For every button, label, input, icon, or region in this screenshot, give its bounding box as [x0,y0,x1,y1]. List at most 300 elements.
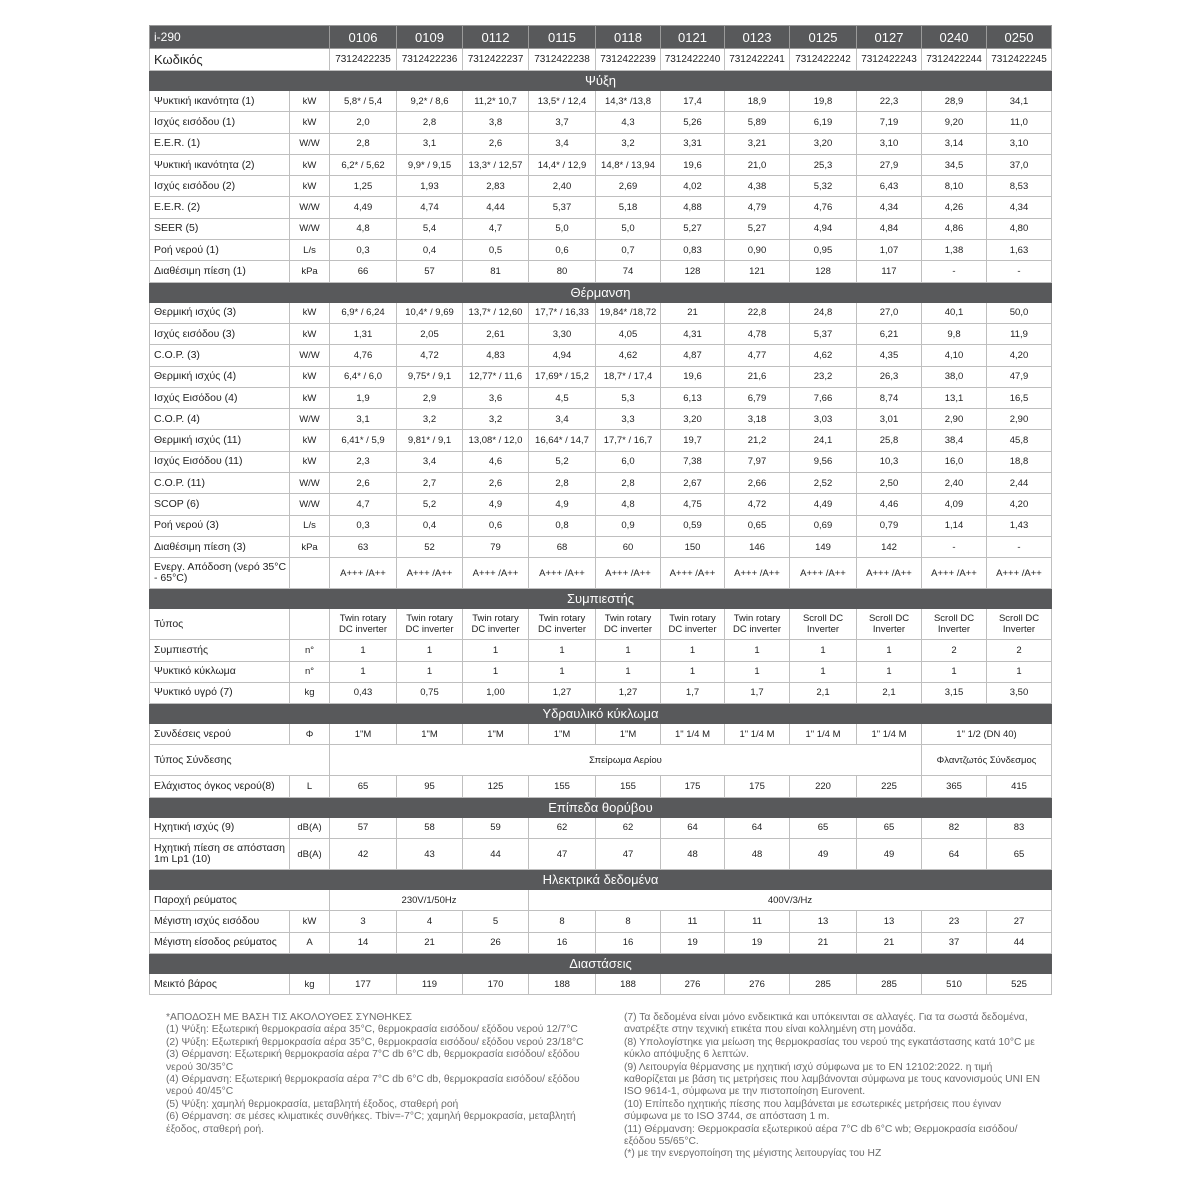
spec-value: 1"M [330,724,397,745]
spec-label: Ψυκτική ικανότητα (1) [150,91,290,112]
spec-value: 2,8 [397,112,463,133]
spec-value: 14,8* / 13,94 [596,154,661,175]
spec-value: 25,8 [857,430,922,451]
spec-value: 14 [330,932,397,953]
spec-value: 4,20 [987,494,1052,515]
spec-value: 525 [987,973,1052,994]
spec-value: 5 [463,911,529,932]
section-title: Συμπιεστής [150,589,1052,609]
spec-row [150,176,1052,197]
spec-value: 62 [596,817,661,838]
spec-label: Ισχύς Εισόδου (11) [150,451,290,472]
spec-value: 11,9 [987,323,1052,344]
spec-value: 81 [463,261,529,282]
spec-row [150,558,1052,589]
footnote: (9) Λειτουργία θέρμανσης με ηχητική ισχύ σύμφωνα με το EN 12102:2022. η τιμή καθορίζεται με βάση τις μετρήσεις που λαμβάνονται σύμφωνα με τους κανονισμούς UNI EN ISO 9614-1, σύμφωνα με την πιστοποίηση Eurovent. [624,1061,1041,1098]
spec-value: 415 [987,776,1052,797]
spec-unit: W/W [290,345,330,366]
spec-value: 2,8 [330,133,397,154]
spec-value: 1 [987,661,1052,682]
spec-value: 48 [661,839,725,870]
spec-value: 170 [463,973,529,994]
spec-label: Ισχύς Εισόδου (4) [150,387,290,408]
spec-row [150,387,1052,408]
spec-value: 4,76 [790,197,857,218]
spec-value: 4,35 [857,345,922,366]
spec-value: 128 [661,261,725,282]
model-number: 0115 [529,26,596,49]
spec-value: 0,4 [397,240,463,261]
spec-value: 1,25 [330,176,397,197]
spec-value: 65 [330,776,397,797]
spec-value: 4,02 [661,176,725,197]
footnote: (4) Θέρμανση: Εξωτερική θερμοκρασία αέρα 7°C db 6°C db, θερμοκρασία εισόδου/ εξόδου νερού 40/45°C [166,1074,580,1098]
spec-value: 0,69 [790,515,857,536]
spec-value: 3,4 [397,451,463,472]
spec-value: 4,49 [330,197,397,218]
spec-value: 1,43 [987,515,1052,536]
spec-value: 27 [987,911,1052,932]
product-code: 7312422237 [463,49,529,71]
spec-value: Scroll DC Inverter [857,609,922,640]
spec-value: 4,5 [529,387,596,408]
section-header [150,704,1052,724]
spec-value: 1"M [529,724,596,745]
spec-value: 2,40 [922,473,987,494]
spec-value: 4,62 [790,345,857,366]
spec-value: 13,3* / 12,57 [463,154,529,175]
spec-value: 2 [987,640,1052,661]
spec-unit: W/W [290,133,330,154]
spec-value: 8 [596,911,661,932]
spec-value: 188 [529,973,596,994]
spec-value: 2,90 [922,409,987,430]
spec-value: 0,7 [596,240,661,261]
spec-value: 128 [790,261,857,282]
spec-value: 65 [857,817,922,838]
spec-value: 3,2 [397,409,463,430]
spec-value: 19,8 [790,91,857,112]
spec-value: 27,9 [857,154,922,175]
model-number: 0240 [922,26,987,49]
spec-value: 2,6 [463,133,529,154]
spec-value: 1 [922,661,987,682]
spec-value: 5,3 [596,387,661,408]
spec-label: Θερμική ισχύς (4) [150,366,290,387]
footnote: (7) Τα δεδομένα είναι μόνο ενδεικτικά και υπόκεινται σε αλλαγές. Για τα σωστά δεδομένα, ανατρέξτε στην τεχνική ετικέτα που είναι κολλημένη στη μονάδα. [624,1012,1028,1036]
spec-value: 4,3 [596,112,661,133]
spec-value: 1 [397,661,463,682]
spec-value: 11,0 [987,112,1052,133]
spec-value: 4,72 [725,494,790,515]
spec-row [150,112,1052,133]
spec-value: 17,7* / 16,7 [596,430,661,451]
spec-value: 44 [987,932,1052,953]
spec-value: 175 [661,776,725,797]
spec-value: 276 [661,973,725,994]
section-title: Υδραυλικό κύκλωμα [150,704,1052,724]
spec-value: 1 [661,661,725,682]
spec-value: A+++ /A++ [529,558,596,589]
spec-row [150,154,1052,175]
spec-value: 0,5 [463,240,529,261]
spec-value: 83 [987,817,1052,838]
spec-value: 1" 1/2 (DN 40) [922,724,1052,745]
spec-row [150,430,1052,451]
product-code: 7312422244 [922,49,987,71]
spec-value: 4,8 [330,218,397,239]
spec-value: A+++ /A++ [922,558,987,589]
spec-value: 1 [725,661,790,682]
spec-value: 3,01 [857,409,922,430]
spec-value: 62 [529,817,596,838]
product-code: 7312422236 [397,49,463,71]
spec-value: A+++ /A++ [330,558,397,589]
spec-value: 1 [463,640,529,661]
spec-value: A+++ /A++ [987,558,1052,589]
notes-right [624,1012,1044,1161]
spec-label: Ισχύς εισόδου (3) [150,323,290,344]
spec-value: 188 [596,973,661,994]
code-row [150,49,1052,71]
spec-value: 3,1 [330,409,397,430]
spec-value: 24,1 [790,430,857,451]
spec-value: 4,6 [463,451,529,472]
spec-value: 0,43 [330,682,397,703]
spec-value: 4,9 [529,494,596,515]
spec-value: Twin rotary DC inverter [463,609,529,640]
spec-value: Twin rotary DC inverter [330,609,397,640]
spec-value: 80 [529,261,596,282]
spec-value: 16,64* / 14,7 [529,430,596,451]
section-header [150,797,1052,817]
model-number: 0112 [463,26,529,49]
spec-value: 4,34 [987,197,1052,218]
spec-label: Διαθέσιμη πίεση (1) [150,261,290,282]
spec-value: 0,3 [330,240,397,261]
spec-label: Ισχύς εισόδου (1) [150,112,290,133]
spec-value: 57 [397,261,463,282]
footnote: (8) Υπολογίστηκε για μείωση της θερμοκρασίας του νερού της εγκατάστασης κατά 10°C με κύκλο απόψυξης 6 λεπτών. [624,1036,1035,1061]
spec-value: 19,6 [661,366,725,387]
spec-value: 19 [725,932,790,953]
spec-value: - [987,536,1052,557]
spec-unit: kPa [290,261,330,282]
spec-value: 4,8 [596,494,661,515]
spec-label: Θερμική ισχύς (11) [150,430,290,451]
spec-value: 37,0 [987,154,1052,175]
spec-value: 45,8 [987,430,1052,451]
spec-value: 1" 1/4 M [661,724,725,745]
spec-value: 6,4* / 6,0 [330,366,397,387]
spec-value: 1" 1/4 M [857,724,922,745]
spec-value: 4,88 [661,197,725,218]
spec-value: 4,74 [397,197,463,218]
spec-value: 43 [397,839,463,870]
spec-value: 365 [922,776,987,797]
spec-value: 1,7 [725,682,790,703]
spec-value: 6,0 [596,451,661,472]
spec-label: E.E.R. (2) [150,197,290,218]
spec-value: 9,56 [790,451,857,472]
spec-value: Scroll DC Inverter [922,609,987,640]
spec-value: 119 [397,973,463,994]
spec-row [150,839,1052,870]
spec-value: 0,65 [725,515,790,536]
spec-unit: L/s [290,240,330,261]
model-number: 0127 [857,26,922,49]
product-code: 7312422239 [596,49,661,71]
spec-value: 13 [857,911,922,932]
spec-value: 2,66 [725,473,790,494]
spec-value: 5,37 [529,197,596,218]
spec-value: 1"M [463,724,529,745]
spec-value: 4,77 [725,345,790,366]
spec-value: 2,40 [529,176,596,197]
spec-value: 2,0 [330,112,397,133]
spec-value: 50,0 [987,302,1052,323]
product-code: 7312422243 [857,49,922,71]
spec-value: 0,95 [790,240,857,261]
spec-value: 4,38 [725,176,790,197]
spec-value: 3,2 [463,409,529,430]
spec-value: 2,8 [529,473,596,494]
spec-value: 34,1 [987,91,1052,112]
spec-value: - [922,536,987,557]
spec-value: 220 [790,776,857,797]
spec-value: 9,2* / 8,6 [397,91,463,112]
spec-value: 6,43 [857,176,922,197]
spec-value: 1 [330,640,397,661]
spec-value: 16 [596,932,661,953]
spec-value: 16,5 [987,387,1052,408]
spec-value: 95 [397,776,463,797]
spec-value: 175 [725,776,790,797]
product-code: 7312422235 [330,49,397,71]
spec-value: 60 [596,536,661,557]
spec-unit: kW [290,154,330,175]
spec-value: 13,5* / 12,4 [529,91,596,112]
spec-value: 3,30 [529,323,596,344]
spec-value: 1,31 [330,323,397,344]
model-number: 0118 [596,26,661,49]
spec-value: 4,83 [463,345,529,366]
spec-value: 5,2 [529,451,596,472]
model-number: 0123 [725,26,790,49]
spec-value: A+++ /A++ [596,558,661,589]
spec-value: 44 [463,839,529,870]
spec-label: Ψυκτικό κύκλωμα [150,661,290,682]
spec-unit: kPa [290,536,330,557]
spec-row [150,640,1052,661]
footnote: (*) με την ενεργοποίηση της μέγιστης λειτουργίας του HZ [624,1148,882,1160]
spec-value: 1,27 [529,682,596,703]
spec-value: 0,75 [397,682,463,703]
spec-value: 0,4 [397,515,463,536]
spec-value: 65 [987,839,1052,870]
spec-row [150,133,1052,154]
spec-unit: kW [290,430,330,451]
spec-value: 1,27 [596,682,661,703]
spec-value: 4,09 [922,494,987,515]
spec-value: 4,80 [987,218,1052,239]
spec-row [150,366,1052,387]
spec-value: 4,10 [922,345,987,366]
spec-unit: kW [290,176,330,197]
spec-value: 1 [790,661,857,682]
spec-value: 2,1 [857,682,922,703]
spec-row [150,817,1052,838]
spec-value: 5,8* / 5,4 [330,91,397,112]
spec-value: 2,90 [987,409,1052,430]
spec-unit: L/s [290,515,330,536]
spec-value: 1 [596,640,661,661]
spec-row [150,932,1052,953]
spec-row [150,536,1052,557]
spec-value: 49 [790,839,857,870]
spec-row [150,494,1052,515]
spec-value: 57 [330,817,397,838]
spec-value: 40,1 [922,302,987,323]
spec-value: 26,3 [857,366,922,387]
spec-value: 2,6 [463,473,529,494]
spec-value: 59 [463,817,529,838]
spec-value: 7,66 [790,387,857,408]
spec-label: Ελάχιστος όγκος νερού(8) [150,776,290,797]
spec-value: 19,84* /18,72 [596,302,661,323]
section-title: Ηλεκτρικά δεδομένα [150,870,1052,890]
spec-unit: L [290,776,330,797]
spec-value: 79 [463,536,529,557]
spec-label: Τύπος [150,609,290,640]
spec-value: 400V/3/Hz [529,890,1052,911]
model-number: 0106 [330,26,397,49]
product-code: 7312422245 [987,49,1052,71]
section-title: Διαστάσεις [150,953,1052,973]
spec-value: 1" 1/4 M [790,724,857,745]
spec-value: 25,3 [790,154,857,175]
spec-row [150,261,1052,282]
spec-value: 1"M [397,724,463,745]
spec-value: 1 [661,640,725,661]
spec-value: 3,10 [987,133,1052,154]
footnote: (3) Θέρμανση: Εξωτερική θερμοκρασία αέρα 7°C db 6°C db, θερμοκρασία εισόδου/ εξόδου νερού 30/35°C [166,1049,580,1073]
spec-value: 4,72 [397,345,463,366]
spec-value: 285 [790,973,857,994]
spec-value: 4,34 [857,197,922,218]
spec-value: A+++ /A++ [857,558,922,589]
code-label: Κωδικός [150,49,330,71]
spec-value: 22,3 [857,91,922,112]
spec-value: 2,50 [857,473,922,494]
model-number: 0250 [987,26,1052,49]
spec-unit: W/W [290,197,330,218]
spec-value: 1 [790,640,857,661]
spec-value: 4,86 [922,218,987,239]
spec-value: 3,50 [987,682,1052,703]
spec-value: 3,3 [596,409,661,430]
spec-value: 276 [725,973,790,994]
spec-table [149,25,1052,995]
spec-label: Συμπιεστής [150,640,290,661]
spec-label: Ψυκτική ικανότητα (2) [150,154,290,175]
spec-label: Παροχή ρεύματος [150,890,330,911]
spec-unit: kW [290,387,330,408]
spec-value: 1 [857,640,922,661]
spec-value: 4,75 [661,494,725,515]
spec-value: 21 [397,932,463,953]
spec-value: 2,52 [790,473,857,494]
spec-unit: dB(A) [290,817,330,838]
spec-row [150,776,1052,797]
spec-row [150,345,1052,366]
spec-value: 4,7 [330,494,397,515]
spec-value: 1 [725,640,790,661]
spec-value: 0,8 [529,515,596,536]
spec-value: 12,77* / 11,6 [463,366,529,387]
spec-value: 65 [790,817,857,838]
spec-unit: kW [290,911,330,932]
spec-value: 21,0 [725,154,790,175]
spec-unit: kW [290,302,330,323]
model-number: 0109 [397,26,463,49]
spec-value: 9,75* / 9,1 [397,366,463,387]
spec-value: 3,2 [596,133,661,154]
spec-unit: kW [290,112,330,133]
section-header [150,71,1052,91]
spec-label: C.O.P. (11) [150,473,290,494]
spec-value: 155 [529,776,596,797]
spec-value: 18,8 [987,451,1052,472]
footnote: (2) Ψύξη: Εξωτερική θερμοκρασία αέρα 35°C, θερμοκρασία εισόδου/ εξόδου νερού 23/18°C [166,1036,584,1048]
spec-row [150,724,1052,745]
spec-label: Διαθέσιμη πίεση (3) [150,536,290,557]
footnote: (11) Θέρμανση: Θερμοκρασία εξωτερικού αέρα 7°C db 6°C wb; Θερμοκρασία εισόδου/εξόδου 55/65°C. [624,1123,1018,1148]
spec-value: 26 [463,932,529,953]
product-code: 7312422240 [661,49,725,71]
spec-unit: dB(A) [290,839,330,870]
spec-value: Scroll DC Inverter [987,609,1052,640]
spec-unit: kW [290,366,330,387]
spec-value: 177 [330,973,397,994]
spec-value: 3,1 [397,133,463,154]
spec-value: 22,8 [725,302,790,323]
spec-row [150,451,1052,472]
spec-row [150,91,1052,112]
spec-value: 23 [922,911,987,932]
spec-value: 21,2 [725,430,790,451]
spec-value: 5,26 [661,112,725,133]
spec-value: 149 [790,536,857,557]
spec-value: Twin rotary DC inverter [397,609,463,640]
spec-value: 0,59 [661,515,725,536]
spec-value: 3,4 [529,133,596,154]
product-code: 7312422238 [529,49,596,71]
spec-label: Ηχητική πίεση σε απόσταση 1m Lp1 (10) [150,839,290,870]
spec-value: Twin rotary DC inverter [596,609,661,640]
spec-value: 1 [397,640,463,661]
spec-value: 47 [529,839,596,870]
spec-value: 150 [661,536,725,557]
spec-value: 1,9 [330,387,397,408]
spec-label: Μέγιστη είσοδος ρεύματος [150,932,290,953]
spec-value: 19,7 [661,430,725,451]
spec-value: 16 [529,932,596,953]
spec-value: 3,15 [922,682,987,703]
spec-row [150,609,1052,640]
spec-value: 21 [661,302,725,323]
spec-value: 2,3 [330,451,397,472]
